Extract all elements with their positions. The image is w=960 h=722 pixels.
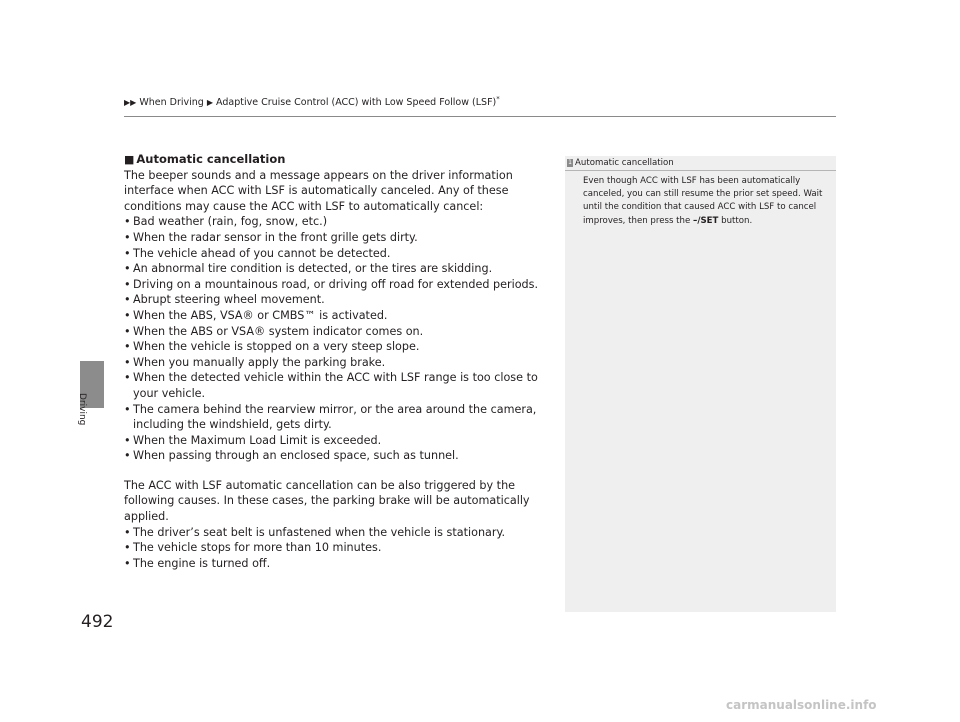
- note-marker-icon: 1: [568, 158, 572, 166]
- list-item: • When the ABS, VSA® or CMBS™ is activated.: [124, 308, 388, 322]
- breadcrumb-arrow-icon: ▶: [206, 98, 214, 108]
- conditions-list: [124, 214, 549, 464]
- list-item: • When the ABS or VSA® system indicator comes on.: [124, 324, 424, 338]
- list-item: • When the vehicle is stopped on a very steep slope.: [124, 340, 420, 354]
- list-item: • An abnormal tire condition is detected, or the tires are skidding.: [124, 262, 493, 276]
- section-label: Driving: [77, 393, 87, 426]
- trigger-paragraph: The ACC with LSF automatic cancellation can be also triggered by the following causes. In these cases, the parking brake will be automatically applied.: [124, 478, 530, 524]
- list-item: • When passing through an enclosed space, such as tunnel.: [124, 449, 459, 463]
- breadcrumb-item-acc[interactable]: Adaptive Cruise Control (ACC) with Low Speed Follow (LSF): [216, 97, 497, 109]
- triggers-list: [124, 525, 549, 572]
- intro-paragraph: The beeper sounds and a message appears on the driver information interface when ACC with LSF is automatically canceled. Any of these conditions may cause the ACC with LSF to automatically cancel:: [124, 168, 513, 213]
- sidebar-divider: [565, 170, 836, 171]
- square-bullet-icon: ■: [124, 153, 135, 166]
- section-heading: [124, 152, 549, 168]
- list-item: • When the Maximum Load Limit is exceeded.: [124, 433, 382, 447]
- breadcrumb-item-when-driving[interactable]: When Driving: [139, 97, 204, 109]
- list-item: • Driving on a mountainous road, or driving off road for extended periods.: [124, 277, 539, 291]
- sidebar-title: [567, 158, 674, 168]
- list-item: • When you manually apply the parking brake.: [124, 355, 386, 369]
- list-item: • When the detected vehicle within the ACC with LSF range is too close to your vehicle.: [124, 371, 538, 400]
- header-divider: [124, 116, 836, 117]
- breadcrumb: [124, 95, 500, 108]
- list-item: • Bad weather (rain, fog, snow, etc.): [124, 215, 328, 229]
- list-item: • The engine is turned off.: [124, 556, 271, 570]
- main-content: [124, 152, 549, 571]
- set-button-name: –/SET: [693, 215, 719, 226]
- section-heading-text: Automatic cancellation: [136, 152, 286, 166]
- list-item: • The vehicle ahead of you cannot be detected.: [124, 246, 391, 260]
- list-item: • Abrupt steering wheel movement.: [124, 293, 325, 307]
- list-item: • The camera behind the rearview mirror, or the area around the camera, including the windshield, gets dirty.: [124, 402, 537, 432]
- footnote-star: *: [496, 95, 500, 103]
- sidebar-title-text: Automatic cancellation: [575, 158, 674, 168]
- list-item: • When the radar sensor in the front grille gets dirty.: [124, 230, 418, 244]
- list-item: • The vehicle stops for more than 10 minutes.: [124, 541, 382, 555]
- watermark: carmanualsonline.info: [726, 698, 877, 712]
- breadcrumb-arrow-icon: ▶▶: [124, 98, 137, 108]
- list-item: • The driver’s seat belt is unfastened when the vehicle is stationary.: [124, 525, 506, 539]
- sidebar-body: Even though ACC with LSF has been automatically canceled, you can still resume the prior set speed. Wait until the condition that caused ACC with LSF to cancel improves, then press the –/SET button.: [583, 176, 823, 226]
- page-number: 492: [81, 612, 114, 632]
